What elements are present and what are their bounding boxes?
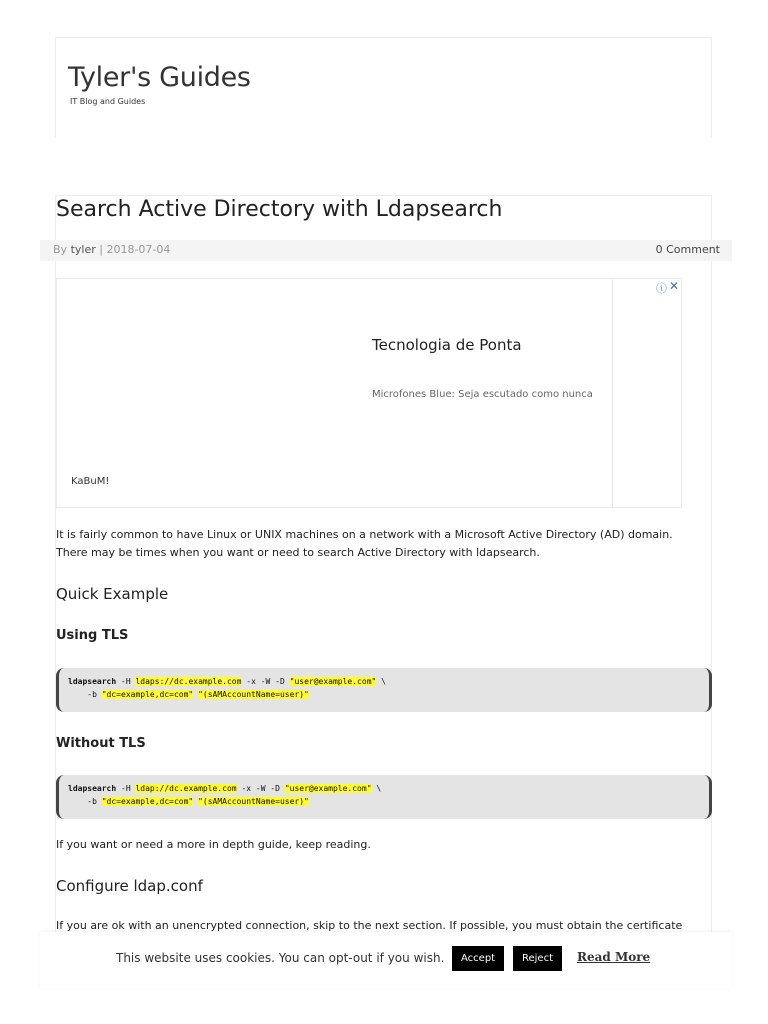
author-link[interactable]: tyler bbox=[70, 243, 96, 256]
info-icon[interactable]: ⓘ bbox=[656, 282, 667, 295]
comments-link[interactable]: 0 Comment bbox=[655, 243, 720, 256]
site-header bbox=[55, 37, 712, 137]
ad-divider bbox=[612, 279, 613, 507]
code-cmd: ldapsearch bbox=[68, 677, 117, 686]
code-base: "dc=example,dc=com" bbox=[101, 797, 194, 806]
code-filter: "(sAMAccountName=user)" bbox=[198, 690, 309, 699]
code-uri: ldaps://dc.example.com bbox=[135, 677, 242, 686]
reject-button[interactable]: Reject bbox=[513, 946, 562, 971]
post-date: 2018-07-04 bbox=[106, 243, 171, 256]
post-meta bbox=[40, 240, 732, 261]
ad-description: Microfones Blue: Seja escutado como nunca bbox=[372, 389, 593, 400]
code-user: "user@example.com" bbox=[289, 677, 377, 686]
heading-configure-ldap-conf: Configure ldap.conf bbox=[56, 877, 203, 895]
code-user: "user@example.com" bbox=[284, 784, 372, 793]
config-paragraph: If you are ok with an unencrypted connection, skip to the next section. If possible, you must obtain the certificate bbox=[56, 919, 683, 932]
code-base: "dc=example,dc=com" bbox=[101, 690, 194, 699]
code-block-plain[interactable]: ldapsearch -H ldap://dc.example.com -x -W -D "user@example.com" \ -b "dc=example,dc=com" "(sAMAccountName=user)" bbox=[56, 775, 712, 819]
cookie-banner bbox=[40, 932, 732, 988]
advertisement[interactable] bbox=[56, 278, 682, 508]
ad-headline[interactable]: Tecnologia de Ponta bbox=[372, 336, 522, 354]
site-tagline: IT Blog and Guides bbox=[70, 97, 146, 106]
post-title: Search Active Directory with Ldapsearch bbox=[56, 197, 503, 222]
accept-button[interactable]: Accept bbox=[452, 946, 504, 971]
cookie-text: This website uses cookies. You can opt-out if you wish. bbox=[116, 951, 445, 965]
code-cmd: ldapsearch bbox=[68, 784, 117, 793]
code-filter: "(sAMAccountName=user)" bbox=[198, 797, 309, 806]
heading-quick-example: Quick Example bbox=[56, 585, 169, 603]
intro-paragraph bbox=[56, 526, 716, 562]
site-title[interactable]: Tyler's Guides bbox=[68, 62, 251, 93]
in-depth-paragraph: If you want or need a more in depth guide, keep reading. bbox=[56, 838, 371, 851]
heading-using-tls: Using TLS bbox=[56, 628, 129, 643]
read-more-link[interactable]: Read More bbox=[577, 950, 651, 964]
intro-line-1: It is fairly common to have Linux or UNIX machines on a network with a Microsoft Active Directory (AD) domain. bbox=[56, 528, 673, 541]
heading-without-tls: Without TLS bbox=[56, 736, 146, 751]
close-icon[interactable]: ✕ bbox=[668, 279, 679, 293]
code-uri: ldap://dc.example.com bbox=[135, 784, 237, 793]
ad-brand[interactable]: KaBuM! bbox=[71, 476, 110, 487]
meta-separator: | bbox=[99, 243, 103, 256]
intro-line-2: There may be times when you want or need to search Active Directory with ldapsearch. bbox=[56, 546, 540, 559]
meta-by: By bbox=[53, 243, 68, 256]
code-block-tls[interactable]: ldapsearch -H ldaps://dc.example.com -x -W -D "user@example.com" \ -b "dc=example,dc=com" "(sAMAccountName=user)" bbox=[56, 668, 712, 712]
